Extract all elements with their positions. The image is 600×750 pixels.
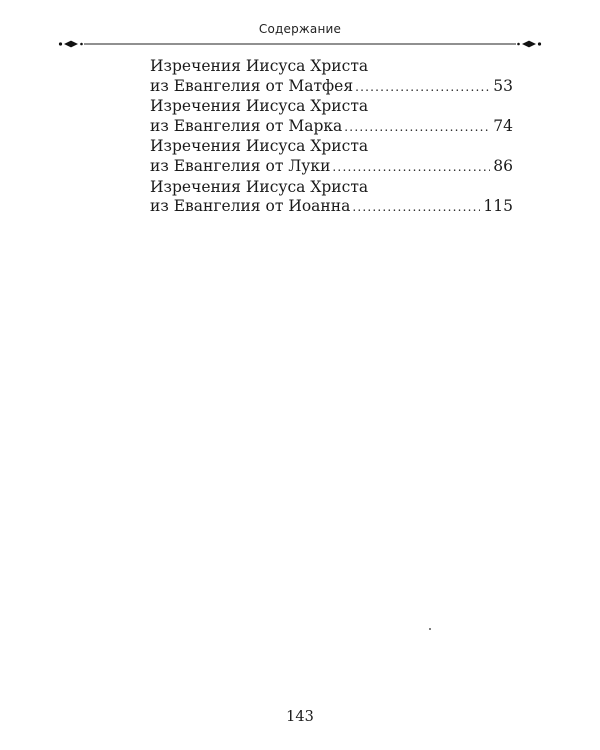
dot-leader xyxy=(352,198,480,218)
toc-entry-matthew[interactable] xyxy=(150,57,513,97)
header-ornament-rule xyxy=(58,36,542,52)
print-speck xyxy=(429,628,431,630)
toc-entry-subtitle: из Евангелия от Марка xyxy=(150,116,343,135)
dot-leader xyxy=(344,118,490,138)
toc-entry-subtitle: из Евангелия от Луки xyxy=(150,156,331,175)
dot-leader xyxy=(355,78,490,98)
table-of-contents xyxy=(150,57,513,218)
right-ornament-icon xyxy=(517,41,541,48)
page-number: 143 xyxy=(286,709,314,725)
toc-entry-title: Изречения Иисуса Христа xyxy=(150,97,369,116)
toc-entry-title: Изречения Иисуса Христа xyxy=(150,177,369,196)
toc-page-number: 53 xyxy=(493,76,513,95)
toc-entry-subtitle: из Евангелия от Матфея xyxy=(150,76,354,95)
toc-page-number: 115 xyxy=(483,197,513,216)
toc-entry-title: Изречения Иисуса Христа xyxy=(150,137,369,156)
running-head: Содержание xyxy=(258,22,342,36)
toc-entry-john[interactable] xyxy=(150,178,513,218)
toc-page-number: 74 xyxy=(493,116,513,135)
toc-entry-mark[interactable] xyxy=(150,97,513,137)
toc-entry-luke[interactable] xyxy=(150,137,513,177)
toc-entry-subtitle: из Евангелия от Иоанна xyxy=(150,197,351,216)
left-ornament-icon xyxy=(59,41,83,48)
toc-page-number: 86 xyxy=(493,156,513,175)
toc-entry-title: Изречения Иисуса Христа xyxy=(150,57,369,75)
dot-leader xyxy=(332,158,490,178)
